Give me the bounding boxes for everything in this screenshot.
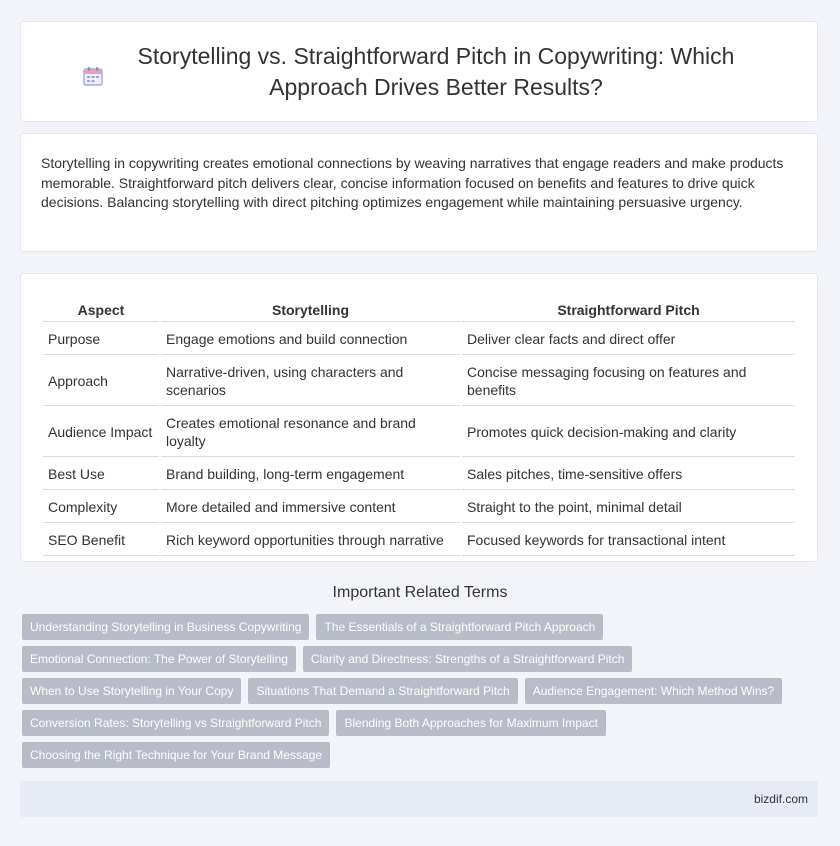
cell-storytelling: Engage emotions and build connection xyxy=(161,324,460,355)
footer xyxy=(20,781,818,817)
cell-straightforward: Straight to the point, minimal detail xyxy=(462,492,795,523)
cell-aspect: SEO Benefit xyxy=(43,525,159,556)
related-terms-list xyxy=(22,614,812,774)
table-card xyxy=(20,273,818,562)
cell-storytelling: More detailed and immersive content xyxy=(161,492,460,523)
cell-aspect: Complexity xyxy=(43,492,159,523)
cell-straightforward: Focused keywords for transactional intent xyxy=(462,525,795,556)
related-term-link[interactable]: Emotional Connection: The Power of Storytelling xyxy=(22,646,296,672)
header-straightforward: Straightforward Pitch xyxy=(462,298,795,322)
cell-straightforward: Promotes quick decision-making and clarity xyxy=(462,408,795,457)
cell-aspect: Best Use xyxy=(43,459,159,490)
table-row xyxy=(43,357,795,406)
table-row xyxy=(43,324,795,355)
table-header-row xyxy=(43,298,795,322)
related-term-link[interactable]: Audience Engagement: Which Method Wins? xyxy=(525,678,782,704)
intro-text: Storytelling in copywriting creates emotional connections by weaving narratives that engage readers and make products memorable. Straightforward pitch delivers clear, concise information focused on benefits and features to drive quick decisions. Balancing storytelling with direct pitching optimizes engagement while maintaining persuasive urgency. xyxy=(41,155,784,210)
comparison-table xyxy=(41,296,797,558)
cell-storytelling: Narrative-driven, using characters and scenarios xyxy=(161,357,460,406)
title-card xyxy=(20,21,818,122)
header-aspect: Aspect xyxy=(43,298,159,322)
related-term-link[interactable]: Understanding Storytelling in Business Copywriting xyxy=(22,614,309,640)
cell-straightforward: Deliver clear facts and direct offer xyxy=(462,324,795,355)
related-term-link[interactable]: Conversion Rates: Storytelling vs Straightforward Pitch xyxy=(22,710,329,736)
cell-storytelling: Brand building, long-term engagement xyxy=(161,459,460,490)
footer-site-link[interactable]: bizdif.com xyxy=(753,792,808,806)
page-title: Storytelling vs. Straightforward Pitch in Copywriting: Which Approach Drives Better Results? xyxy=(137,42,735,100)
header-storytelling: Storytelling xyxy=(161,298,460,322)
cell-aspect: Approach xyxy=(43,357,159,406)
related-term-link[interactable]: When to Use Storytelling in Your Copy xyxy=(22,678,241,704)
table-row xyxy=(43,408,795,457)
related-term-link[interactable]: Choosing the Right Technique for Your Brand Message xyxy=(22,742,330,768)
table-row xyxy=(43,492,795,523)
calendar-icon xyxy=(82,65,104,87)
cell-aspect: Audience Impact xyxy=(43,408,159,457)
cell-straightforward: Sales pitches, time-sensitive offers xyxy=(462,459,795,490)
cell-storytelling: Rich keyword opportunities through narrative xyxy=(161,525,460,556)
related-term-link[interactable]: Situations That Demand a Straightforward Pitch xyxy=(248,678,517,704)
related-term-link[interactable]: The Essentials of a Straightforward Pitch Approach xyxy=(316,614,603,640)
cell-aspect: Purpose xyxy=(43,324,159,355)
title-wrap xyxy=(82,41,756,103)
related-term-link[interactable]: Clarity and Directness: Strengths of a Straightforward Pitch xyxy=(303,646,632,672)
table-row xyxy=(43,459,795,490)
cell-storytelling: Creates emotional resonance and brand loyalty xyxy=(161,408,460,457)
related-term-link[interactable]: Blending Both Approaches for Maximum Impact xyxy=(336,710,605,736)
cell-straightforward: Concise messaging focusing on features and benefits xyxy=(462,357,795,406)
intro-card xyxy=(20,133,818,252)
table-row xyxy=(43,525,795,556)
related-terms-title: Important Related Terms xyxy=(332,584,508,601)
